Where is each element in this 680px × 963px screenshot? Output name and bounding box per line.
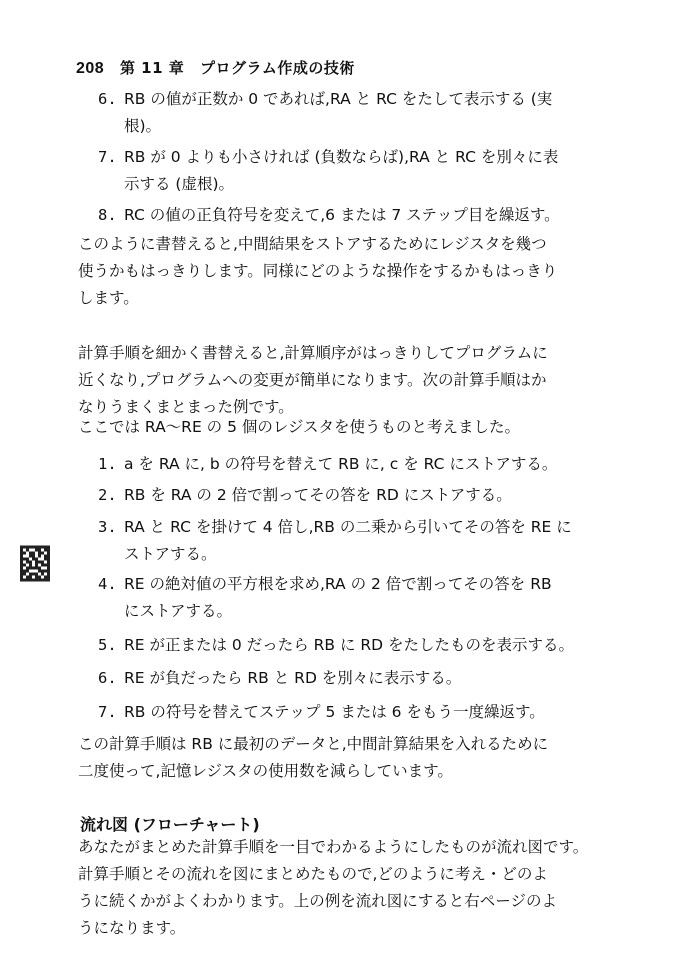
para-line: この計算手順は RB に最初のデータと,中間計算結果を入れるために bbox=[78, 735, 549, 753]
para-line: なりうまくまとまった例です。 bbox=[78, 398, 294, 416]
para-line: このように書替えると,中間結果をストアするためにレジスタを幾つ bbox=[78, 235, 547, 253]
list1-item-7 bbox=[98, 144, 623, 198]
item-text-cont: ストアする。 bbox=[124, 545, 217, 563]
para-line: うに続くかがよくわかります。上の例を流れ図にすると右ページのよ bbox=[78, 892, 557, 910]
list2-item-7 bbox=[98, 699, 623, 726]
item-text-cont: 根)。 bbox=[124, 117, 162, 135]
para-line: します。 bbox=[78, 289, 139, 307]
item-number: 6. bbox=[98, 669, 117, 687]
item-number: 7. bbox=[98, 703, 117, 721]
item-number: 4. bbox=[98, 575, 117, 593]
item-text: RA と RC を掛けて 4 倍し,RB の二乗から引いてその答を RE に bbox=[124, 518, 572, 536]
item-number: 1. bbox=[98, 455, 117, 473]
list1-item-8 bbox=[98, 202, 623, 229]
item-text: RB の値が正数か 0 であれば,RA と RC をたして表示する (実 bbox=[124, 90, 553, 108]
item-text: RC の値の正負符号を変えて,6 または 7 ステップ目を繰返す。 bbox=[124, 206, 560, 224]
qr-code-icon bbox=[20, 545, 50, 582]
paragraph-3 bbox=[78, 414, 638, 441]
para-line: ここでは RA〜RE の 5 個のレジスタを使うものと考えました。 bbox=[78, 418, 521, 436]
item-text: RE が負だったら RB と RD を別々に表示する。 bbox=[124, 669, 462, 687]
para-line: うになります。 bbox=[78, 919, 186, 937]
item-text: RB を RA の 2 倍で割ってその答を RD にストアする。 bbox=[124, 486, 512, 504]
list2-item-3 bbox=[98, 514, 623, 568]
list2-item-4 bbox=[98, 571, 623, 625]
paragraph-1 bbox=[78, 231, 638, 312]
list2-item-1 bbox=[98, 451, 623, 478]
chapter-label: 第 11 章 bbox=[119, 59, 185, 77]
item-number: 5. bbox=[98, 636, 117, 654]
item-text: a を RA に, b の符号を替えて RB に, c を RC にストアする。 bbox=[124, 455, 558, 473]
list2-item-6 bbox=[98, 665, 623, 692]
item-number: 7. bbox=[98, 148, 117, 166]
chapter-title: プログラム作成の技術 bbox=[200, 59, 355, 77]
paragraph-4 bbox=[78, 731, 638, 785]
item-text-cont: 示する (虚根)。 bbox=[124, 175, 235, 193]
item-number: 6. bbox=[98, 90, 117, 108]
para-line: 近くなり,プログラムへの変更が簡単になります。次の計算手順はか bbox=[78, 371, 547, 389]
para-line: 使うかもはっきりします。同様にどのような操作をするかもはっきり bbox=[78, 262, 558, 280]
item-number: 8. bbox=[98, 206, 117, 224]
paragraph-2 bbox=[78, 340, 638, 421]
item-text: RE が正または 0 だったら RB に RD をたしたものを表示する。 bbox=[124, 636, 575, 654]
running-header bbox=[76, 57, 355, 78]
item-text: RB の符号を替えてステップ 5 または 6 をもう一度繰返す。 bbox=[124, 703, 545, 721]
item-text: RB が 0 よりも小さければ (負数ならば),RA と RC を別々に表 bbox=[124, 148, 559, 166]
item-number: 2. bbox=[98, 486, 117, 504]
item-number: 3. bbox=[98, 518, 117, 536]
para-line: 二度使って,記憶レジスタの使用数を減らしています。 bbox=[78, 762, 453, 780]
para-line: あなたがまとめた計算手順を一目でわかるようにしたものが流れ図です。 bbox=[78, 838, 589, 856]
page-number: 208 bbox=[76, 60, 105, 77]
list1-item-6 bbox=[98, 86, 623, 140]
item-text: RE の絶対値の平方根を求め,RA の 2 倍で割ってその答を RB bbox=[124, 575, 552, 593]
paragraph-5 bbox=[78, 834, 638, 942]
section-heading: 流れ図 (フローチャート) bbox=[80, 815, 260, 834]
item-text-cont: にストアする。 bbox=[124, 602, 233, 620]
para-line: 計算手順を細かく書替えると,計算順序がはっきりしてプログラムに bbox=[78, 344, 548, 362]
list2-item-2 bbox=[98, 482, 623, 509]
list2-item-5 bbox=[98, 632, 623, 659]
para-line: 計算手順とその流れを図にまとめたもので,どのように考え・どのよ bbox=[78, 865, 548, 883]
